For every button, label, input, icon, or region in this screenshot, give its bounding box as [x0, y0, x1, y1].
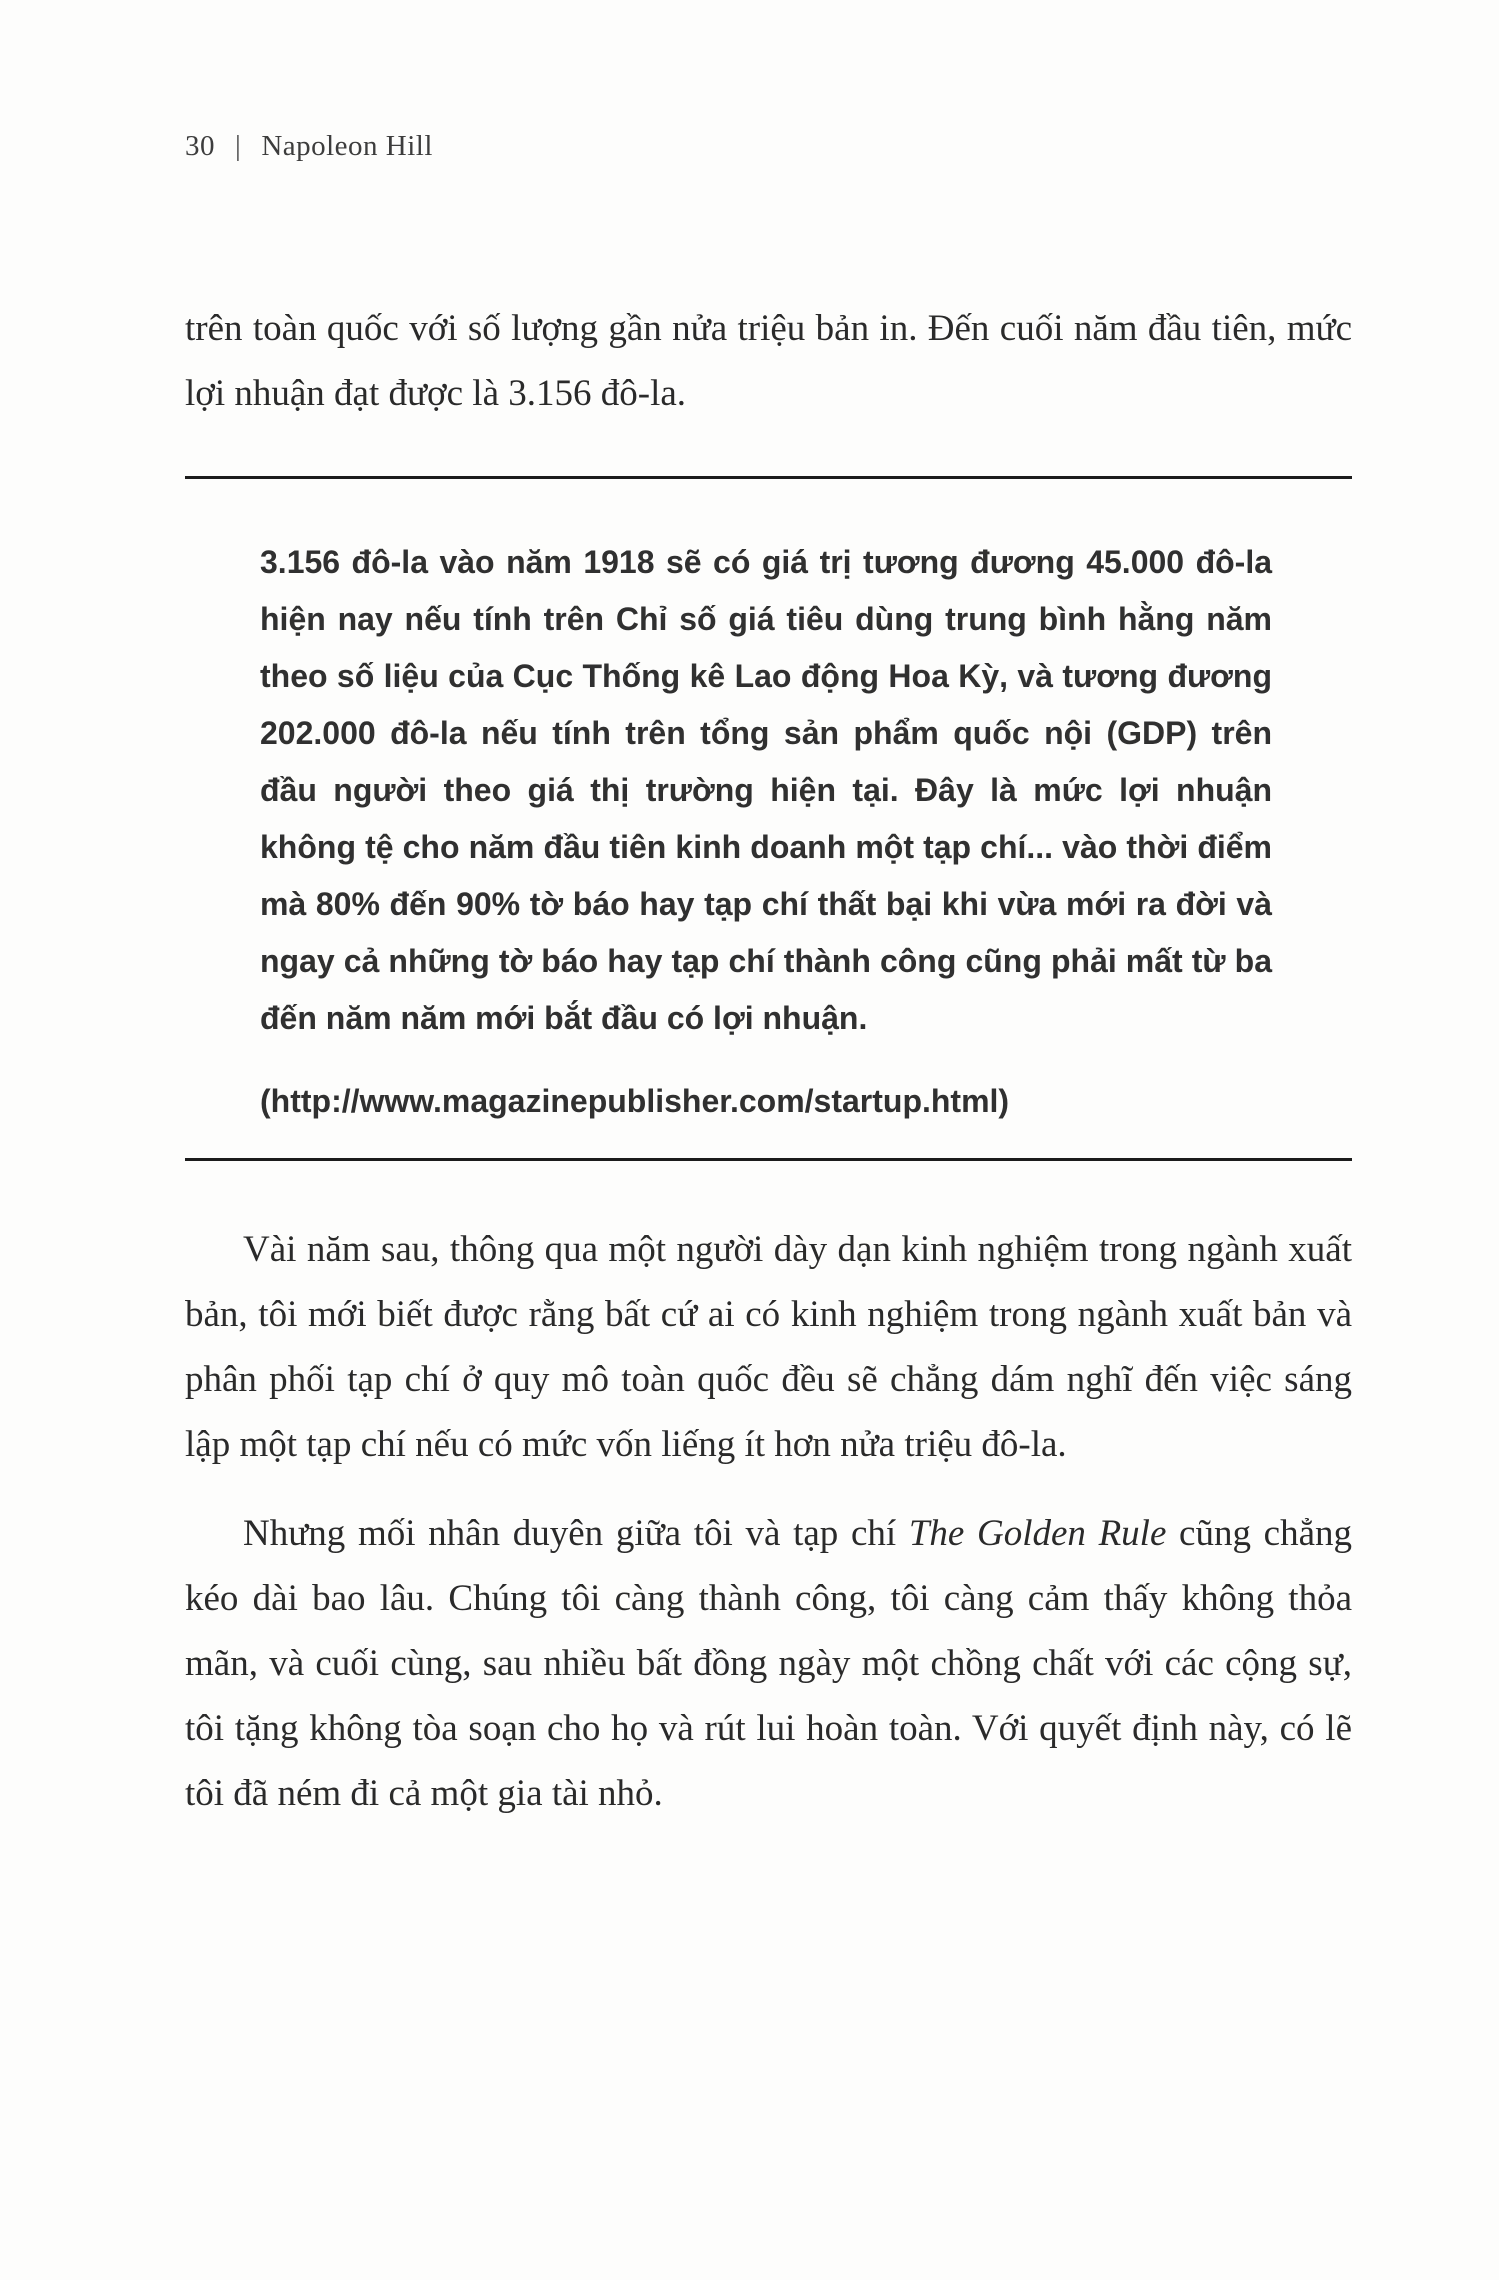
- footnote-text: 3.156 đô-la vào năm 1918 sẽ có giá trị tương đương 45.000 đô-la hiện nay nếu tính trên Chỉ số giá tiêu dùng trung bình hằng năm theo số liệu của Cục Thống kê Lao động Hoa Kỳ, và tương đương 202.000 đô-la nếu tính trên tổng sản phẩm quốc nội (GDP) trên đầu người theo giá thị trường hiện tại. Đây là mức lợi nhuận không tệ cho năm đầu tiên kinh doanh một tạp chí... vào thời điểm mà 80% đến 90% tờ báo hay tạp chí thất bại khi vừa mới ra đời và ngay cả những tờ báo hay tạp chí thành công cũng phải mất từ ba đến năm năm mới bắt đầu có lợi nhuận.: [260, 544, 1272, 1036]
- footnote-block: [260, 534, 1272, 1130]
- footnote-rule-top: [185, 476, 1352, 479]
- paragraph-3: [185, 1501, 1352, 1826]
- page-number: 30: [185, 130, 215, 162]
- header-separator: |: [235, 130, 242, 162]
- running-header: [185, 128, 1352, 164]
- header-author: Napoleon Hill: [261, 130, 433, 162]
- paragraph-3-pre: Nhưng mối nhân duyên giữa tôi và tạp chí: [243, 1513, 909, 1554]
- footnote-rule-bottom: [185, 1158, 1352, 1161]
- paragraph-3-post: cũng chẳng kéo dài bao lâu. Chúng tôi càng thành công, tôi càng cảm thấy không thỏa mãn, và cuối cùng, sau nhiều bất đồng ngày một chồng chất với các cộng sự, tôi tặng không tòa soạn cho họ và rút lui hoàn toàn. Với quyết định này, có lẽ tôi đã ném đi cả một gia tài nhỏ.: [185, 1513, 1352, 1814]
- paragraph-2: Vài năm sau, thông qua một người dày dạn kinh nghiệm trong ngành xuất bản, tôi mới biết được rằng bất cứ ai có kinh nghiệm trong ngành xuất bản và phân phối tạp chí ở quy mô toàn quốc đều sẽ chẳng dám nghĩ đến việc sáng lập một tạp chí nếu có mức vốn liếng ít hơn nửa triệu đô-la.: [185, 1229, 1352, 1465]
- paragraph-intro: trên toàn quốc với số lượng gần nửa triệu bản in. Đến cuối năm đầu tiên, mức lợi nhuận đạt được là 3.156 đô-la.: [185, 308, 1352, 414]
- magazine-title-italic: The Golden Rule: [908, 1513, 1167, 1554]
- footnote-source-url: (http://www.magazinepublisher.com/startup.html): [260, 1083, 1010, 1119]
